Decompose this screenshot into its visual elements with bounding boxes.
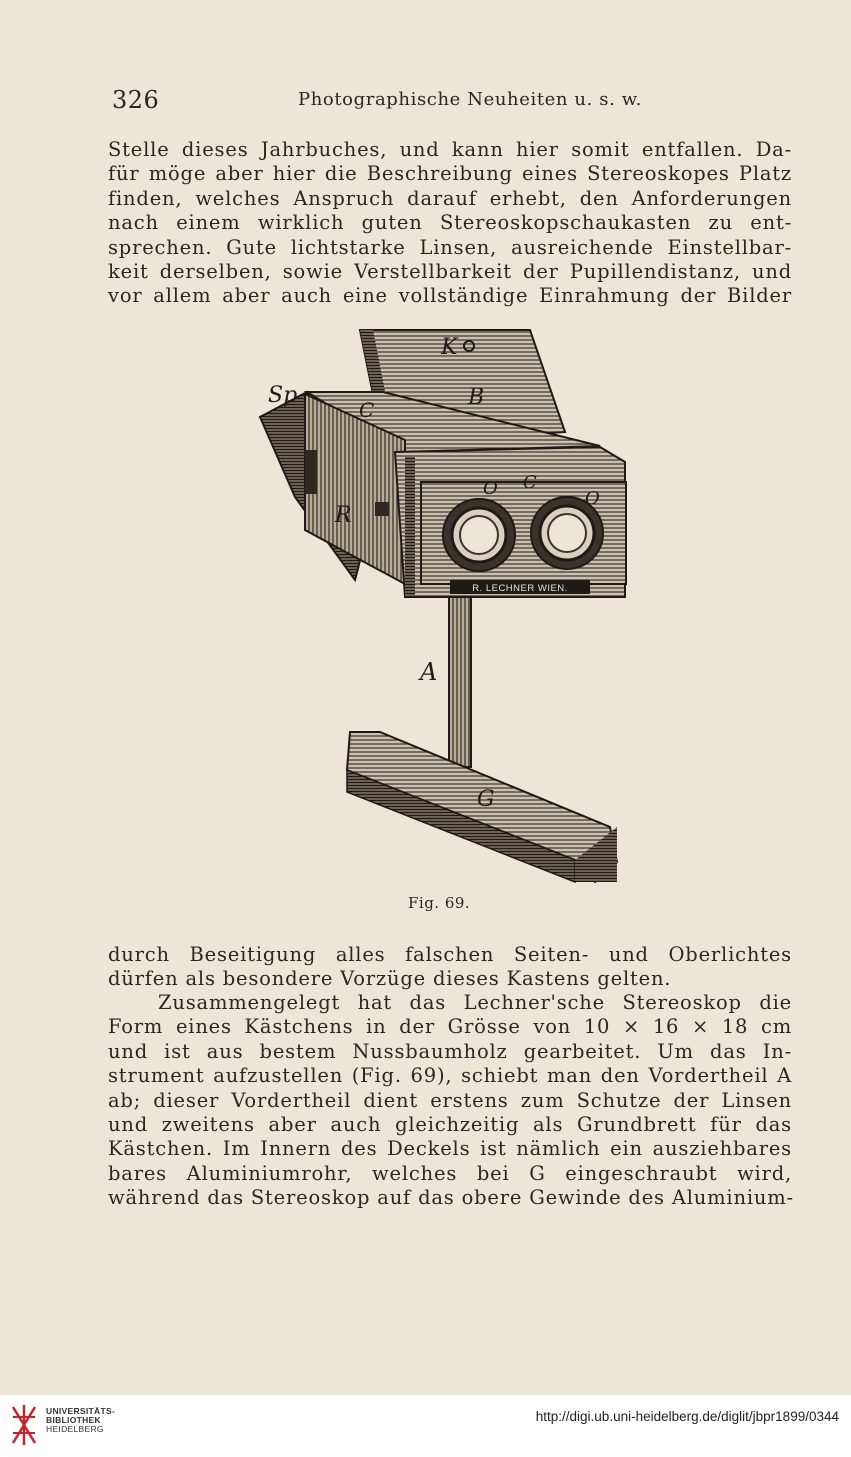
text-line: Stelle dieses Jahrbuches, und kann hier somit entfallen. Da- — [108, 138, 792, 161]
label-A: A — [420, 658, 438, 686]
text-line: vor allem aber auch eine vollständige Einrahmung der Bilder — [108, 284, 792, 308]
text-line: nach einem wirklich guten Stereoskopschaukasten zu ent- — [108, 211, 792, 235]
institution-name — [46, 1407, 115, 1434]
label-O-right: O — [585, 488, 600, 509]
paragraph-1 — [108, 138, 792, 309]
library-footer — [0, 1395, 851, 1457]
label-R: R — [335, 503, 352, 528]
text-line: und ist aus bestem Nussbaumholz gearbeitet. Um das In- — [108, 1039, 792, 1063]
text-line: ab; dieser Vordertheil dient erstens zum Schutze der Linsen — [108, 1088, 792, 1112]
text-line: sprechen. Gute lichtstarke Linsen, ausreichende Einstellbar- — [108, 235, 792, 259]
text-line: für möge aber hier die Beschreibung eines Stereoskopes Platz — [108, 162, 792, 186]
label-B: B — [468, 385, 485, 410]
label-C-center: C — [523, 472, 537, 493]
text-line: Kästchen. Im Innern des Deckels ist nämlich ein ausziehbares — [108, 1137, 792, 1161]
text-line: Form eines Kästchens in der Grösse von 10 × 16 × 18 cm — [108, 1015, 792, 1039]
paragraph-2 — [108, 943, 792, 992]
text-line: strument aufzustellen (Fig. 69), schiebt man den Vordertheil A — [108, 1064, 792, 1088]
institution-line: HEIDELBERG — [46, 1424, 104, 1434]
institution-line: BIBLIOTHEK — [46, 1415, 101, 1425]
page-header — [108, 86, 792, 116]
figure-caption: Fig. 69. — [408, 894, 471, 912]
page-number: 326 — [112, 86, 160, 114]
source-url-link[interactable]: http://digi.ub.uni-heidelberg.de/diglit/jbpr1899/0344 — [535, 1409, 839, 1424]
label-C: C — [359, 398, 375, 422]
text-line: keit derselben, sowie Verstellbarkeit der Pupillendistanz, und — [108, 260, 792, 284]
label-G: G — [477, 787, 495, 812]
stereoscope-figure — [255, 322, 645, 892]
institution-line: UNIVERSITÄTS- — [46, 1406, 116, 1416]
stereoscope-engraving — [255, 322, 645, 892]
text-line: Zusammengelegt hat das Lechner'sche Stereoskop die — [158, 991, 792, 1014]
text-line: und zweitens aber auch gleichzeitig als Grundbrett für das — [108, 1113, 792, 1137]
text-line: bares Aluminiumrohr, welches bei G eingeschraubt wird, — [108, 1161, 792, 1185]
maker-plate-label: R. LECHNER WIEN. — [472, 583, 568, 594]
label-O-left: O — [483, 478, 498, 499]
text-line: während das Stereoskop auf das obere Gewinde des Aluminium- — [108, 1186, 794, 1210]
paragraph-3 — [108, 991, 792, 1211]
text-line: dürfen als besondere Vorzüge dieses Kastens gelten. — [108, 967, 672, 991]
library-logo-icon — [9, 1403, 39, 1447]
text-line: durch Beseitigung alles falschen Seiten- und Oberlichtes — [108, 943, 792, 966]
running-title: Photographische Neuheiten u. s. w. — [298, 89, 642, 110]
label-K: K — [441, 335, 458, 360]
text-line: finden, welches Anspruch darauf erhebt, den Anforderungen — [108, 186, 792, 210]
label-Sp: Sp — [268, 383, 298, 408]
